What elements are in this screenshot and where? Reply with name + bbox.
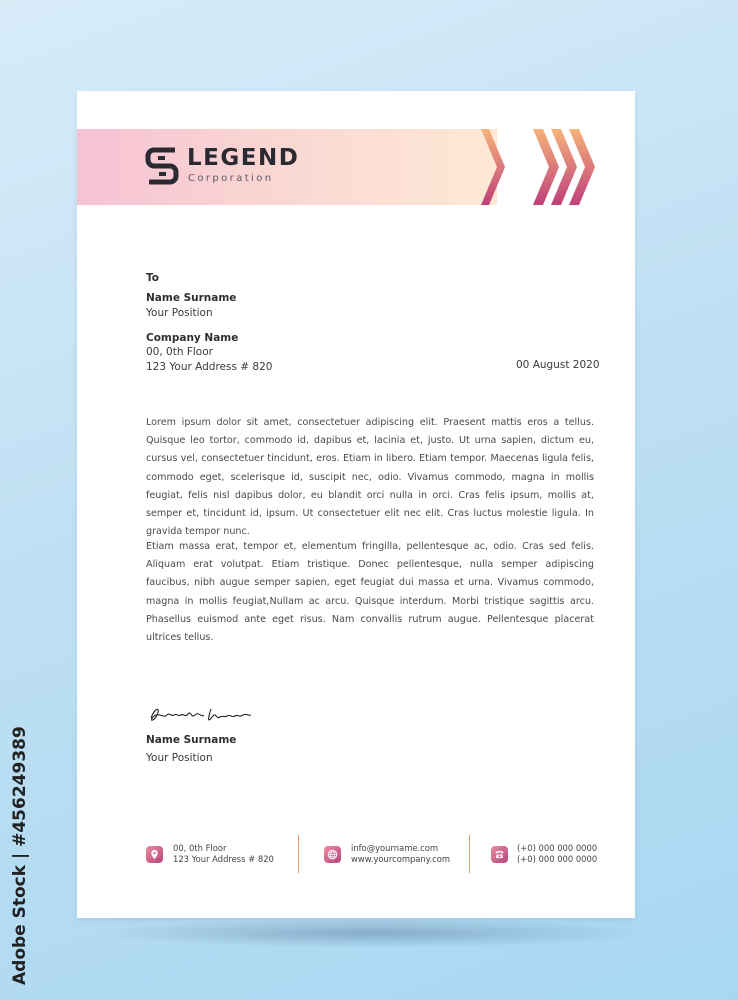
recipient-name: Name Surname	[146, 292, 237, 304]
footer-website[interactable]: www.yourcompany.com	[351, 854, 451, 864]
logo-s-icon	[145, 147, 179, 185]
signature-name: Name Surname	[146, 734, 237, 746]
footer-address-line1: 00, 0th Floor	[173, 843, 227, 853]
letter-date: 00 August 2020	[516, 359, 600, 371]
footer-phone-1: (+0) 000 000 0000	[517, 843, 598, 853]
brand-name: LEGEND	[187, 145, 300, 171]
footer-address-line2: 123 Your Address # 820	[173, 854, 274, 864]
recipient-address-line2: 123 Your Address # 820	[146, 361, 273, 373]
to-label: To	[146, 272, 159, 284]
recipient-address-line1: 00, 0th Floor	[146, 346, 213, 358]
phone-icon	[491, 846, 508, 863]
signature-image	[147, 703, 257, 729]
recipient-company: Company Name	[146, 332, 239, 344]
stock-watermark	[10, 726, 34, 985]
signature-position: Your Position	[146, 752, 213, 764]
body-paragraph-1: Lorem ipsum dolor sit amet, consectetuer adipiscing elit. Praesent mattis eros a tellus. Quisque leo tortor, commodo id, dapibus et, lacinia et, justo. Ut urna sapien, dictum eu, cursus vel, consectetuer tincidunt, eros. Etiam in libero. Etiam tempor. Maecenas ligula felis, commodo eget, scelerisque id, suscipit nec, odio. Vivamus commodo, magna in mollis feugiat, felis nisl dapibus dolor, eu blandit orci nulla in orci. Cras felis ipsum, mollis at, semper et, tincidunt id, ipsum. Ut consectetuer elit nec elit. Cras luctus molestie ligula. In gravida tempor nunc.	[146, 417, 594, 538]
stock-id-text: Adobe Stock | #456249389	[10, 726, 30, 985]
body-paragraph-2: Etiam massa erat, tempor et, elementum fringilla, pellentesque ac, odio. Cras sed felis. Aliquam erat volutpat. Etiam tristique. Donec pellentesque, nulla semper adipiscing faucibus, nibh augue semper sapien, eget feugiat dui massa et urna. Vivamus commodo, magna in mollis feugiat,Nullam ac arcu. Quisque interdum. Morbi tristique sagittis arcu. Phasellus euismod ante eget risus. Nam convallis rutrum augue. Pellentesque placerat ultrices tellus.	[146, 541, 594, 644]
footer-email[interactable]: info@yourname.com	[351, 843, 439, 853]
chevron-arrows-icon	[481, 129, 611, 205]
globe-icon	[324, 846, 341, 863]
footer-divider-2	[469, 835, 470, 873]
signature-script-icon	[147, 703, 257, 725]
brand-subtitle: Corporation	[188, 173, 274, 184]
recipient-position: Your Position	[146, 307, 213, 319]
chevron-2	[533, 129, 559, 205]
location-pin-icon	[146, 846, 163, 863]
footer-divider-1	[298, 835, 299, 873]
page-shadow	[92, 918, 652, 948]
letterhead-page	[77, 91, 635, 918]
footer-phone-2: (+0) 000 000 0000	[517, 854, 598, 864]
